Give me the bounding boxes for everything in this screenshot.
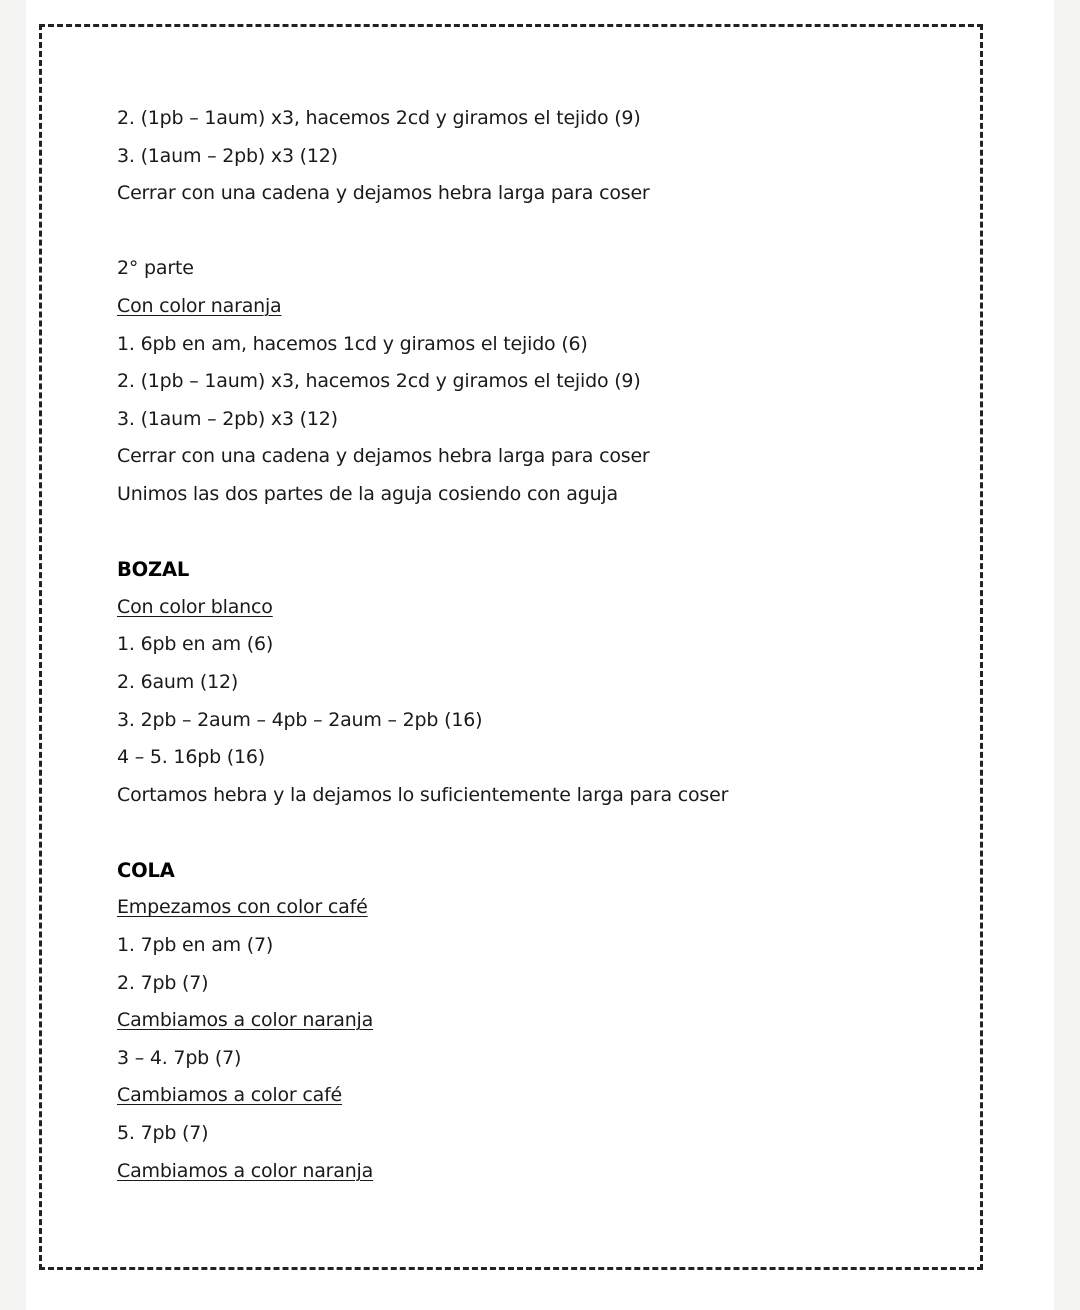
round-step	[117, 927, 917, 965]
text-line-text: Cerrar con una cadena y dejamos hebra larga para coser	[117, 182, 650, 205]
round-step	[117, 626, 917, 664]
text-line-text: Cortamos hebra y la dejamos lo suficientemente larga para coser	[117, 783, 729, 806]
round-step-text: 2. 7pb (7)	[117, 971, 209, 994]
round-step	[117, 138, 917, 176]
color-instruction-text: Con color naranja	[117, 294, 282, 317]
section-heading	[117, 551, 917, 589]
round-step	[117, 1040, 917, 1078]
text-line	[117, 476, 917, 514]
round-step	[117, 965, 917, 1003]
blank-line	[117, 213, 917, 251]
round-step	[117, 326, 917, 364]
round-step-text: 2. 6aum (12)	[117, 670, 239, 693]
round-step-text: 3. (1aum – 2pb) x3 (12)	[117, 407, 338, 430]
round-step	[117, 664, 917, 702]
round-step	[117, 702, 917, 740]
color-instruction-text: Empezamos con color café	[117, 896, 368, 919]
color-instruction-text: Cambiamos a color naranja	[117, 1009, 374, 1032]
text-line-text: Cerrar con una cadena y dejamos hebra larga para coser	[117, 445, 650, 468]
round-step	[117, 363, 917, 401]
round-step-text: 3 – 4. 7pb (7)	[117, 1046, 242, 1069]
document-body	[117, 100, 917, 1190]
text-line	[117, 777, 917, 815]
round-step-text: 1. 6pb en am (6)	[117, 633, 274, 656]
text-line	[117, 175, 917, 213]
round-step-text: 2. (1pb – 1aum) x3, hacemos 2cd y giramos el tejido (9)	[117, 370, 641, 393]
round-step	[117, 250, 917, 288]
color-instruction	[117, 288, 917, 326]
round-step-text: 4 – 5. 16pb (16)	[117, 746, 265, 769]
section-heading-text: BOZAL	[117, 558, 190, 582]
round-step	[117, 401, 917, 439]
blank-line	[117, 814, 917, 852]
color-instruction	[117, 1077, 917, 1115]
round-step	[117, 739, 917, 777]
text-line-text: Unimos las dos partes de la aguja cosiendo con aguja	[117, 482, 618, 505]
color-instruction	[117, 589, 917, 627]
round-step	[117, 100, 917, 138]
color-instruction	[117, 889, 917, 927]
round-step-text: 1. 7pb en am (7)	[117, 934, 274, 957]
round-step	[117, 1115, 917, 1153]
round-step-text: 3. 2pb – 2aum – 4pb – 2aum – 2pb (16)	[117, 708, 483, 731]
color-instruction	[117, 1002, 917, 1040]
color-instruction	[117, 1153, 917, 1191]
color-instruction-text: Cambiamos a color café	[117, 1084, 343, 1107]
round-step-text: 2° parte	[117, 257, 194, 280]
blank-line	[117, 514, 917, 552]
round-step-text: 5. 7pb (7)	[117, 1122, 209, 1145]
section-heading-text: COLA	[117, 858, 175, 882]
color-instruction-text: Cambiamos a color naranja	[117, 1159, 374, 1182]
round-step-text: 3. (1aum – 2pb) x3 (12)	[117, 144, 338, 167]
round-step-text: 1. 6pb en am, hacemos 1cd y giramos el tejido (6)	[117, 332, 588, 355]
section-heading	[117, 852, 917, 890]
text-line	[117, 438, 917, 476]
color-instruction-text: Con color blanco	[117, 595, 273, 618]
round-step-text: 2. (1pb – 1aum) x3, hacemos 2cd y giramos el tejido (9)	[117, 107, 641, 129]
